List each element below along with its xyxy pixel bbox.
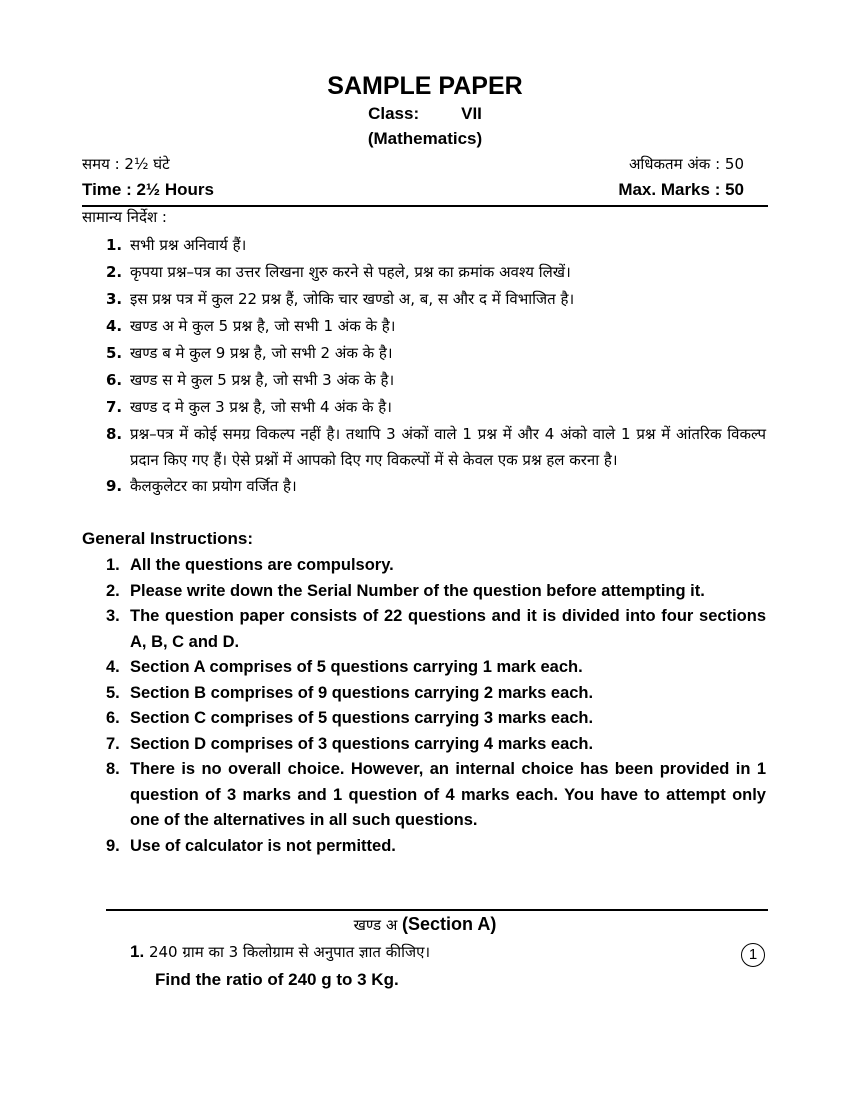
- item-number: 2.: [106, 581, 120, 600]
- list-item: [82, 232, 766, 259]
- item-number: 6.: [106, 371, 123, 389]
- item-text: Section D comprises of 3 questions carrying 4 marks each.: [130, 734, 594, 753]
- list-item: [82, 553, 766, 579]
- item-number: 8.: [106, 425, 123, 443]
- max-marks-hindi: अधिकतम अंक : 50: [628, 155, 744, 173]
- item-text: Please write down the Serial Number of the question before attempting it.: [130, 581, 705, 600]
- item-text: All the questions are compulsory.: [130, 556, 394, 574]
- item-text: खण्ड अ मे कुल 5 प्रश्न है, जो सभी 1 अंक के है।: [130, 317, 396, 335]
- instructions-hindi-list: [82, 232, 766, 500]
- item-text: There is no overall choice. However, an internal choice has been provided in 1 question of 3 marks and 1 question of 4 marks each. You have to attempt only one of the alternatives in all such questions.: [130, 760, 766, 829]
- section-a-heading-english: (Section A): [402, 914, 497, 934]
- item-text: Section B comprises of 9 questions carrying 2 marks each.: [130, 683, 594, 702]
- item-number: 8.: [106, 760, 120, 778]
- list-item: [82, 421, 766, 473]
- item-number: 7.: [106, 734, 120, 753]
- list-item: [82, 834, 766, 860]
- marks-circle-badge: 1: [741, 943, 765, 967]
- question-text-hindi: 240 ग्राम का 3 किलोग्राम से अनुपात ज्ञात कीजिए।: [148, 943, 431, 961]
- list-item: [82, 473, 766, 500]
- list-item: [82, 757, 766, 834]
- item-text: कृपया प्रश्न–पत्र का उत्तर लिखना शुरु करने से पहले, प्रश्न का क्रमांक अवश्य लिखें।: [130, 263, 571, 281]
- item-number: 5.: [106, 344, 123, 362]
- item-number: 3.: [106, 607, 120, 625]
- item-text: इस प्रश्न पत्र में कुल 22 प्रश्न हैं, जोकि चार खण्डो अ, ब, स और द में विभाजित है।: [130, 290, 575, 308]
- item-number: 2.: [106, 263, 123, 281]
- list-item: [82, 655, 766, 681]
- list-item: [82, 340, 766, 367]
- item-text: खण्ड स मे कुल 5 प्रश्न है, जो सभी 3 अंक के है।: [130, 371, 395, 389]
- list-item: [82, 259, 766, 286]
- page-title: SAMPLE PAPER: [327, 72, 523, 100]
- list-item: [82, 706, 766, 732]
- list-item: [82, 681, 766, 707]
- list-item: [82, 313, 766, 340]
- item-number: 7.: [106, 398, 123, 416]
- item-text: प्रश्न–पत्र में कोई समग्र विकल्प नहीं है। तथापि 3 अंकों वाले 1 प्रश्न में और 4 अंको वाले 1 प्रश्न में आंतरिक विकल्प प्रदान किए गए हैं। ऐसे प्रश्नों में आपको दिए गए विकल्पों में से केवल एक प्रश्न हल करना है।: [130, 425, 766, 469]
- item-text: The question paper consists of 22 questions and it is divided into four sections A, B, C and D.: [130, 607, 766, 651]
- max-marks-english: Max. Marks : 50: [618, 180, 744, 199]
- instructions-english-list: [82, 553, 766, 859]
- instructions-hindi-heading: सामान्य निर्देश :: [82, 208, 167, 226]
- item-text: सभी प्रश्न अनिवार्य हैं।: [130, 236, 247, 254]
- list-item: [82, 579, 766, 605]
- item-text: खण्ड ब मे कुल 9 प्रश्न है, जो सभी 2 अंक के है।: [130, 344, 393, 362]
- question-number: 1.: [130, 942, 145, 961]
- list-item: [82, 286, 766, 313]
- item-number: 6.: [106, 709, 120, 727]
- item-number: 9.: [106, 836, 120, 855]
- item-text: Section C comprises of 5 questions carrying 3 marks each.: [130, 709, 594, 727]
- time-english: Time : 2½ Hours: [82, 180, 214, 199]
- time-hindi: समय : 2½ घंटे: [82, 155, 170, 173]
- question-1-hindi: [130, 942, 766, 962]
- item-text: Section A comprises of 5 questions carrying 1 mark each.: [130, 658, 583, 676]
- class-line: [0, 104, 850, 124]
- list-item: [82, 732, 766, 758]
- item-number: 9.: [106, 477, 123, 495]
- subject-title: (Mathematics): [367, 129, 483, 148]
- section-a-heading: [0, 914, 850, 935]
- time-marks-hindi-row: [82, 154, 768, 174]
- section-a-heading-hindi: खण्ड अ: [353, 916, 398, 934]
- item-number: 4.: [106, 317, 123, 335]
- item-number: 1.: [106, 236, 123, 254]
- item-text: Use of calculator is not permitted.: [130, 836, 396, 855]
- list-item: [82, 394, 766, 421]
- item-number: 4.: [106, 658, 120, 676]
- class-label: Class:: [368, 104, 420, 123]
- question-1-english: Find the ratio of 240 g to 3 Kg.: [155, 970, 399, 989]
- item-number: 3.: [106, 290, 123, 308]
- list-item: [82, 604, 766, 655]
- item-text: कैलकुलेटर का प्रयोग वर्जित है।: [130, 477, 297, 495]
- header-divider: [82, 205, 768, 207]
- list-item: [82, 367, 766, 394]
- item-number: 5.: [106, 683, 120, 702]
- section-divider: [106, 909, 768, 911]
- item-number: 1.: [106, 556, 120, 574]
- class-value: VII: [461, 104, 482, 123]
- instructions-english-heading: General Instructions:: [82, 529, 253, 548]
- time-marks-english-row: [82, 180, 768, 200]
- item-text: खण्ड द मे कुल 3 प्रश्न है, जो सभी 4 अंक के है।: [130, 398, 392, 416]
